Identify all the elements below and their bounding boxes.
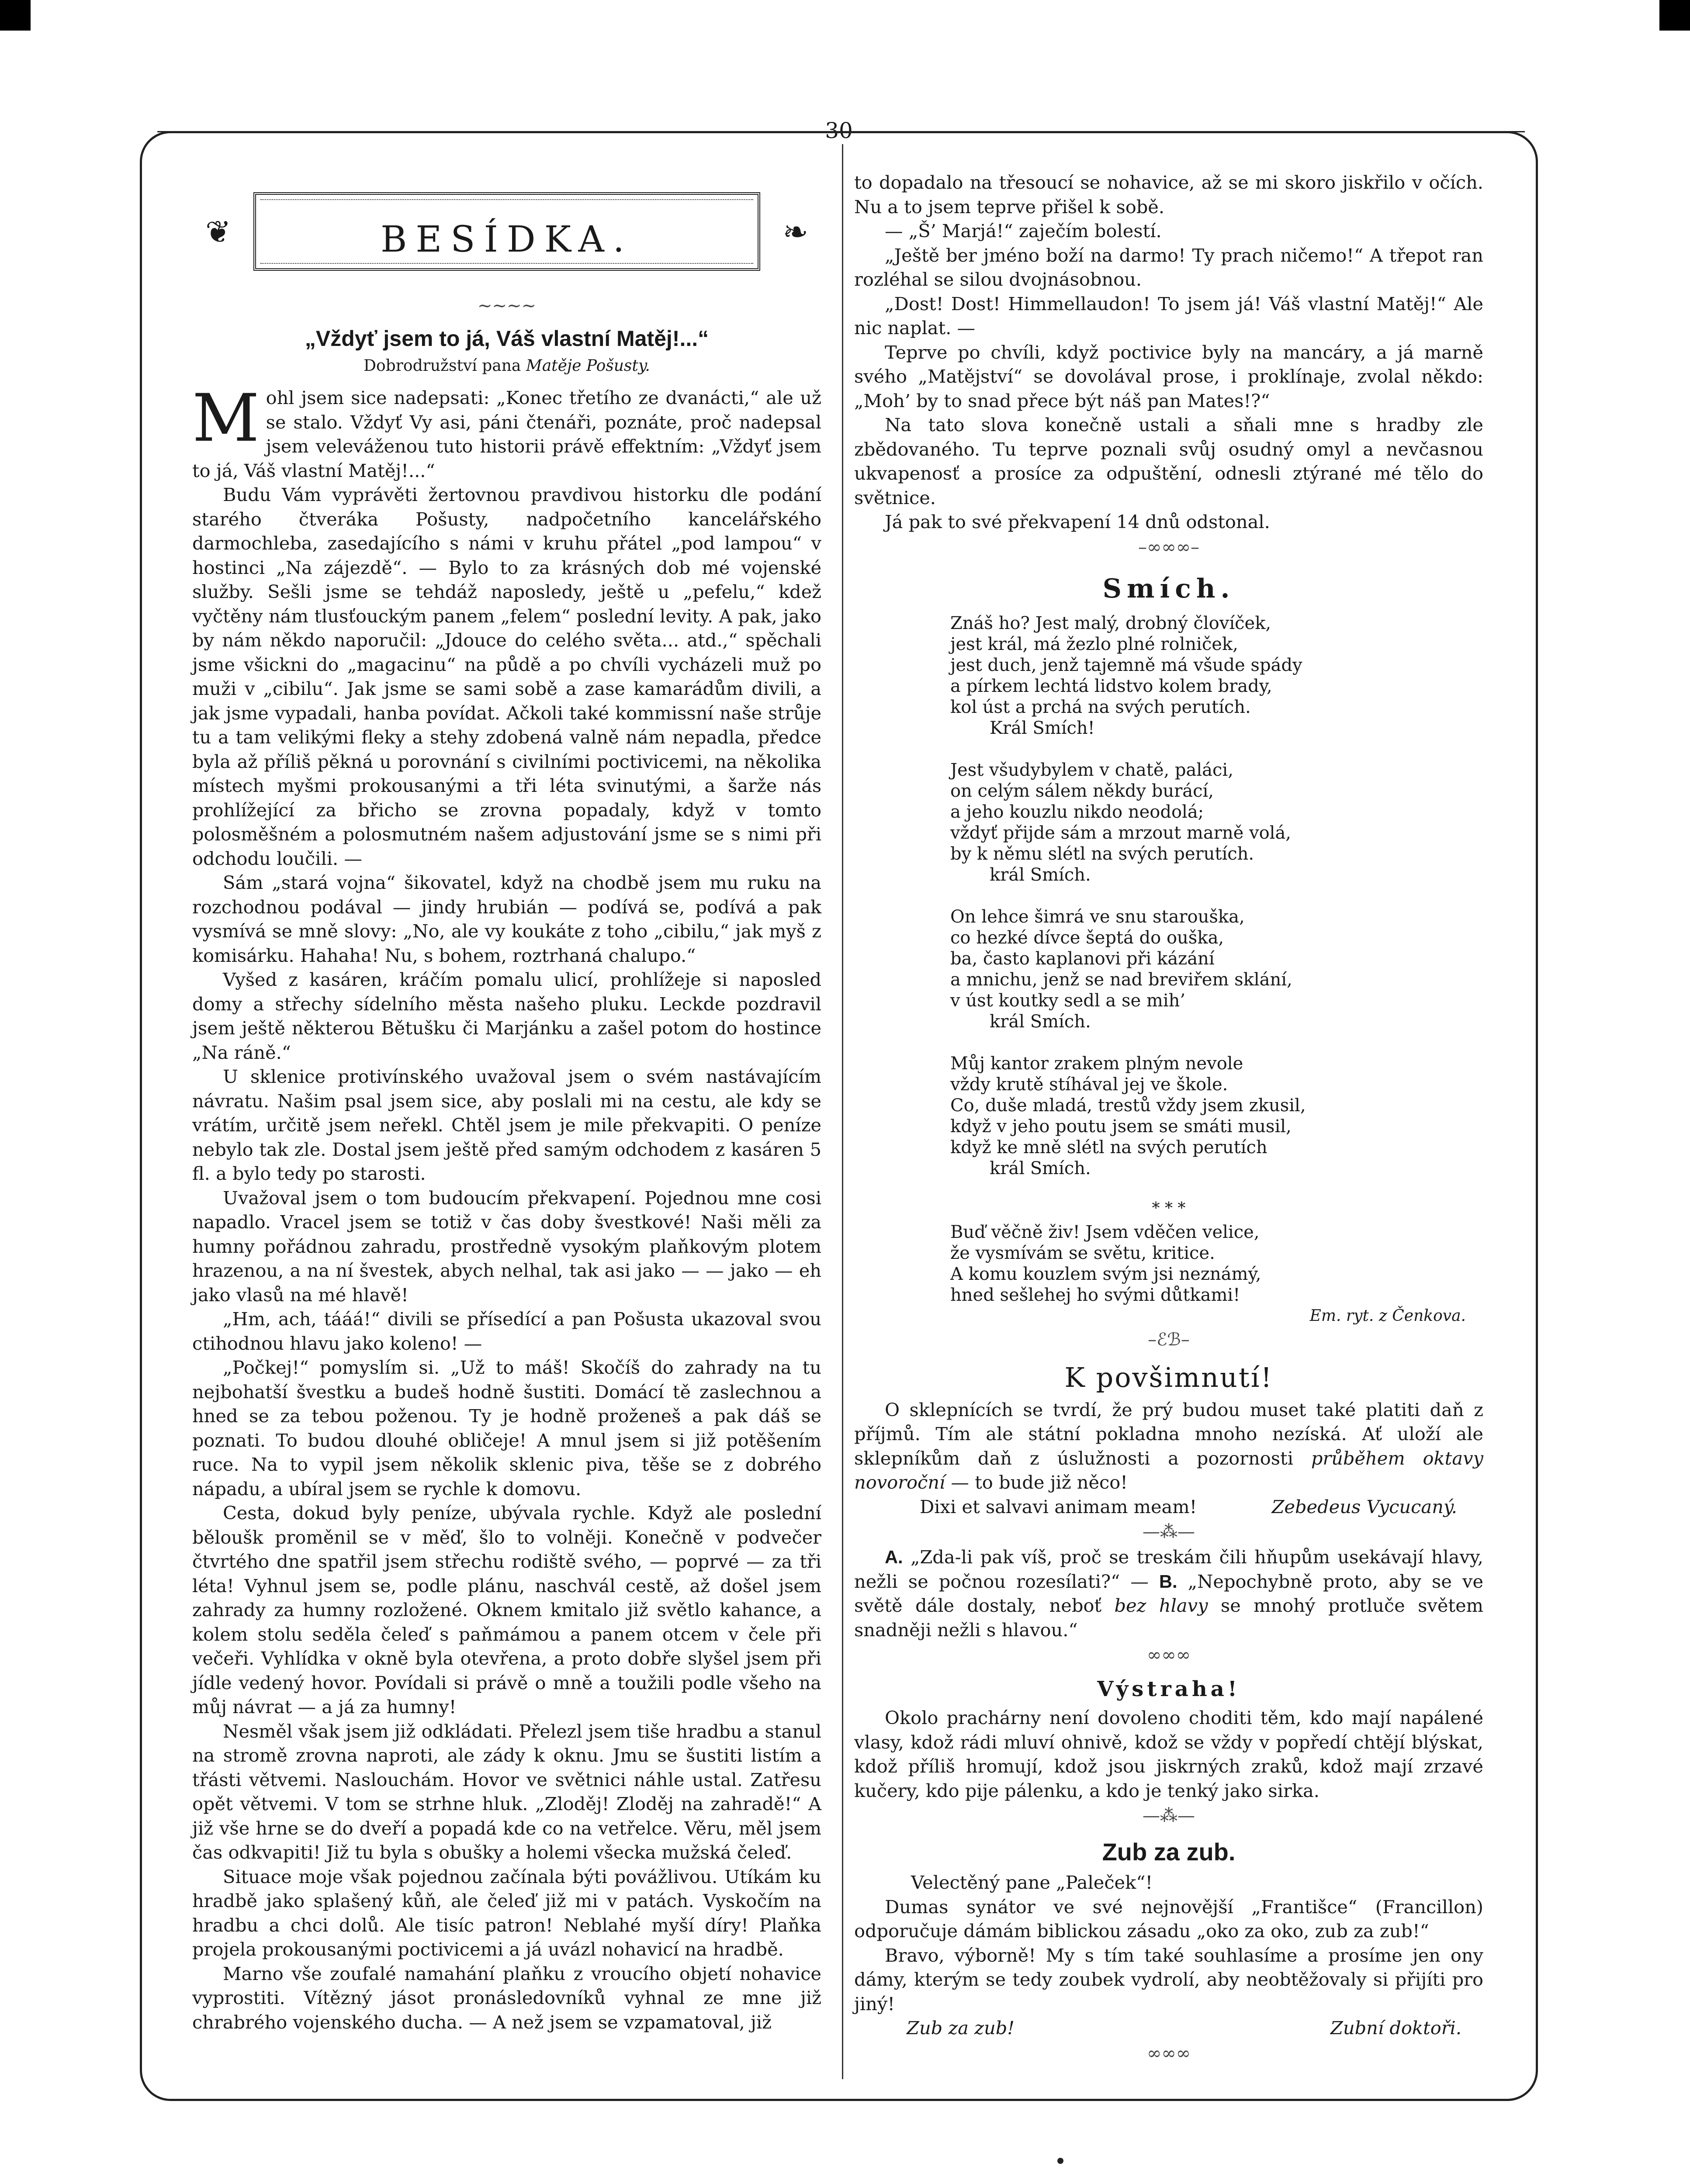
- poem-author: Em. ryt. z Čenkova.: [1309, 1306, 1466, 1325]
- poem: [950, 613, 1483, 1179]
- paragraph: Na tato slova konečně ustali a sňali mne s hradby zle zbědovaného. Tu teprve poznali svůj osudný omyl a nevčasnou ukvapenosť a prosíce za odpuštění, odnesli ztýrané mé tělo do světnice.: [854, 414, 1483, 508]
- poem-stanza: [950, 906, 1483, 1032]
- notice-text-italic: průběhem oktavy novoroční: [854, 1447, 1483, 1493]
- letter-salutation: Velectěný pane „Paleček“!: [911, 1872, 1153, 1893]
- besidka-banner: [192, 183, 821, 280]
- dialog-b-text: se mnohý protluče světem snadněji nežli s hlavou.“: [854, 1595, 1483, 1641]
- paragraph: Vyšed z kasáren, kráčím pomalu ulicí, prohlížeje si naposled domy a střechy sídelního města našeho pluku. Leckde pozdravil jsem ještě některou Bětušku či Marjánku a zašel potom do hostince „Na ráně.“: [192, 969, 821, 1063]
- warning-title: Výstraha!: [1097, 1677, 1240, 1701]
- notice-signature: Zebedeus Vycucaný.: [1271, 1496, 1457, 1517]
- dialog-b-text: „Nepochybně proto, aby se ve světě dále dostaly, neboť: [854, 1570, 1483, 1616]
- left-column: [192, 175, 821, 2034]
- dialog-a-label: A.: [885, 1547, 903, 1567]
- paragraph: — „Š’ Marjá!“ zaječím bolestí.: [885, 220, 1162, 242]
- notice-title: K povšimnutí!: [1064, 1361, 1273, 1393]
- crop-mark-top-right: [1659, 0, 1690, 31]
- poem-line: jest duch, jenž tajemně má všude spády: [950, 655, 1302, 675]
- poem-refrain: král Smích.: [990, 864, 1091, 885]
- poem-line: a jeho kouzlu nikdo neodolá;: [950, 802, 1204, 822]
- paragraph: Sám „stará vojna“ šikovatel, když na chodbě jsem mu ruku na rozchodnou podával — jindy hrubián — podívá se, podívá a pak vysmívá se mně slovy: „No, ale vy koukáte z toho „cibilu,“ jak myš z komisárku. Hahaha! Nu, s bohem, roztrhaná chalupo.“: [192, 872, 821, 966]
- poem-line: ba, často kaplanovi při kázání: [950, 948, 1215, 969]
- small-ornament: ~~~~: [477, 296, 537, 316]
- ornament-left-icon: ❦: [205, 214, 231, 250]
- poem-line: Co, duše mladá, trestů vždy jsem zkusil,: [950, 1095, 1306, 1116]
- article-subtitle-author: Matěje Pošusty.: [526, 357, 650, 375]
- paragraph: „Ještě ber jméno boží na darmo! Ty prach ničemo!“ A třepot ran rozléhal se silou dvojnásobnou.: [854, 244, 1483, 290]
- paragraph: Já pak to své překvapení 14 dnů odstonal.: [885, 511, 1270, 532]
- dialog-b-italic: bez hlavy: [1114, 1595, 1208, 1616]
- drop-cap: M: [192, 380, 260, 456]
- paragraph: Nesměl však jsem již odkládati. Přelezl jsem tiše hradbu a stanul na stromě zrovna naproti, ale zády k oknu. Jmu se šustiti listím a třásti větvemi. Naslouchám. Hovor ve světnici náhle ustal. Zatřesu opět větvemi. V tom se strhne hluk. „Zloděj! Zloděj na zahradě!“ A již vše hrne se do dveří a popadá kde co na vetřelce. Věru, měl jsem čas odkvapiti! Již tu byla s obušky a holemi všecka mužská čeleď.: [192, 1720, 821, 1863]
- letter-title: Zub za zub.: [1102, 1838, 1236, 1866]
- poem-title: Smích.: [1102, 573, 1235, 604]
- warning-text: Okolo prachárny není dovoleno choditi těm, kdo mají napálené vlasy, kdož rádi mluví ohnivě, kdož se vždy v popředí chtějí blýskat, kdož příliš hromují, kdož jsou jiskrných zraků, kdož mají zrzavé kučery, kdo pije pálenku, a kdo je tenký jako sirka.: [854, 1707, 1483, 1801]
- paragraph: „Hm, ach, tááá!“ divili se přísedící a pan Pošusta ukazoval svou ctihodnou hlavu jako koleno! —: [192, 1308, 821, 1354]
- column-divider: [842, 144, 843, 2079]
- notice-signature-row: [854, 1495, 1483, 1519]
- poem-line: když ke mně slétl na svých perutích: [950, 1137, 1268, 1158]
- poem-line: kol úst a prchá na svých perutích.: [950, 697, 1251, 717]
- poem-line: vždyť přijde sám a mrzout marně volá,: [950, 822, 1291, 843]
- poem-line: On lehce šimrá ve snu starouška,: [950, 906, 1245, 927]
- section-divider: —⁂—: [1143, 1806, 1195, 1826]
- poem-line: hned sešlehej ho svými důtkami!: [950, 1285, 1240, 1305]
- notice-text: [854, 1398, 1483, 1495]
- poem-line: a pírkem lechtá lidstvo kolem brady,: [950, 676, 1272, 696]
- article-title: „Vždyť jsem to já, Váš vlastní Matěj!...“: [305, 326, 709, 351]
- banner-title: BESÍDKA.: [381, 219, 633, 260]
- poem-refrain: král Smích.: [990, 1158, 1091, 1178]
- poem-refrain: král Smích.: [990, 1011, 1091, 1032]
- poem-line: vždy krutě stíhával jej ve škole.: [950, 1074, 1228, 1095]
- section-divider: ∞∞∞: [1147, 2043, 1191, 2063]
- paragraph: Marno vše zoufalé namahání plaňku z vroucího objetí nohavice vyprostiti. Vítězný jásot pronásledovníků vyhnal ze mne již chrabrého vojenského ducha. — A než jsem se vzpamatoval, již: [192, 1963, 821, 2033]
- crop-mark-top-left: [0, 0, 31, 31]
- article-body-left: [192, 380, 821, 2034]
- poem-line: Můj kantor zrakem plným nevole: [950, 1053, 1243, 1074]
- paragraph: U sklenice protivínského uvažoval jsem o svém nastávajícím návratu. Našim psal jsem sice, aby poslali mi na cestu, ale kdy se vrátím, určitě jsem neřekl. Chtěl jsem je mile překvapiti. O peníze nebylo tak zle. Dostal jsem ještě před samým odchodem z kasáren 5 fl. a bylo tedy po starosti.: [192, 1066, 821, 1184]
- dialog-text: [854, 1545, 1483, 1642]
- poem-line: co hezké dívce šeptá do ouška,: [950, 927, 1224, 948]
- paragraph: „Počkej!“ pomyslím si. „Už to máš! Skočíš do zahrady na tu nejbohatší švestku a budeš hodně šustiti. Domácí tě zaslechnou a hned se za tebou poženou. Ty je hodně proženeš a pak dáš se poznati. To budou dlouhé obličeje! A mnul jsem si již potěšením ruce. Na to vypil jsem několik sklenic piva, těše se z dobrého nápadu, a ubíral jsem se rychle k domovu.: [192, 1357, 821, 1500]
- letter-text: Bravo, výborně! My s tím také souhlasíme a prosíme jen ony dámy, kterým se tedy zoubek vydrolí, aby neobtěžovaly si přijíti pro jiný!: [854, 1944, 1483, 2015]
- section-divider: ∞∞∞: [1147, 1645, 1191, 1665]
- poem-stanza: [950, 1053, 1483, 1179]
- article-subtitle-plain: Dobrodružství pana: [364, 357, 526, 375]
- poem-asterisks: * * *: [1152, 1199, 1186, 1217]
- section-divider: —⁂—: [1143, 1522, 1195, 1542]
- poem-stanza: [950, 613, 1483, 739]
- poem-line: Jest všudybylem v chatě, paláci,: [950, 760, 1233, 780]
- letter-text: Dumas synátor ve své nejnovější „Františce“ (Francillon) odporučuje dámám biblickou zásadu „oko za oko, zub za zub!“: [854, 1896, 1483, 1942]
- poem-line: Buď věčně živ! Jsem vděčen velice,: [950, 1222, 1260, 1242]
- dialog-b-label: B.: [1159, 1571, 1177, 1592]
- paragraph: Situace moje však pojednou začínala býti povážlivou. Utíkám ku hradbě jako splašený kůň, ale čeleď již mi v patách. Vyskočím na hradbu a chci dolů. Ale tisíc patron! Neblahé myší díry! Plaňka projela prokousanými poctivicemi a já uvázl nohavicí na hradbě.: [192, 1866, 821, 1960]
- poem-line: když v jeho poutu jsem se smáti musil,: [950, 1116, 1292, 1137]
- poem-line: on celým sálem někdy burácí,: [950, 781, 1214, 801]
- ornament-right-icon: ❧: [783, 214, 808, 250]
- dialog-a-text: „Zda-li pak víš, proč se treskám čili hňupům usekávají hlavy, nežli se počnou rozesílati?“ —: [854, 1546, 1483, 1592]
- letter-signature: Zubní doktoři.: [1330, 2017, 1461, 2039]
- page-dot: [1057, 2158, 1063, 2164]
- page-number: 30: [825, 118, 853, 143]
- poem-line: v úst koutky sedl a se mih’: [950, 990, 1186, 1011]
- poem-stanza: [950, 760, 1483, 885]
- poem-line: by k němu slétl na svých perutích.: [950, 843, 1254, 864]
- paragraph: Cesta, dokud byly peníze, ubývala rychle. Když ale poslední běloušk proměnil se v měď, šlo to volněji. Konečně v podvečer čtvrtého dne spatřil jsem střechu rodiště svého, — poprvé — za tři léta! Vyhnul jsem se, podle plánu, naschvál cestě, až došel jsem zahrady za humny rozložené. Oknem kmitalo již světlo kahance, a kolem stolu seděla čeleď s paňmámou a panem otcem v čele při večeři. Vyhlídka v okně byla otevřena, a proto dobře slyšel jsem při jídle vedený hovor. Povídali si právě o mně a toužili podle všeho na můj návrat — a já za humny!: [192, 1502, 821, 1717]
- poem-refrain: Král Smích!: [990, 718, 1095, 738]
- notice-text-part: O sklepnících se tvrdí, že prý budou muset také platiti daň z příjmů. Tím ale státní pokladna mnoho nezíská. Ať uloží ale sklepníkům daň z úslužnosti a pozornosti: [854, 1399, 1483, 1469]
- poem-line: a mnichu, jenž se nad breviřem sklání,: [950, 969, 1292, 990]
- notice-closing: Dixi et salvavi animam meam!: [920, 1496, 1197, 1517]
- paragraph: Teprve po chvíli, když poctivice byly na mancáry, a já marně svého „Matějství“ se dovolával prose, i proklínaje, zvolal někdo: „Moh’ by to snad přece být náš pan Mates!?“: [854, 341, 1483, 411]
- paragraph: „Dost! Dost! Himmellaudon! To jsem já! Váš vlastní Matěj!“ Ale nic naplat. —: [854, 293, 1483, 339]
- poem-line: jest král, má žezlo plné rolniček,: [950, 634, 1238, 654]
- section-divider: –ℰℬ–: [1148, 1329, 1190, 1350]
- banner-frame: [253, 192, 760, 271]
- paragraph: Budu Vám vyprávěti žertovnou pravdivou historku dle podání starého čtveráka Pošusty, nadpočetního kancelářského darmochleba, zasedajícího s námi v kruhu přátel „pod lampou“ v hostinci „Na zájezdě“. — Bylo to za krásných dob mé vojenské služby. Sešli jsme se tehdáž naposledy, ještě u „pefelu,“ kdež vyčtěny nám tlusťouckým panem „felem“ poslední levity. A pak, jako by nám někdo naporučil: „Jdouce do celého světa... atd.,“ spěchali jsme všickni do „magacinu“ na půdě a po chvíli vycházeli muž po muži v „cibilu“. Jak jsme se sami sobě a zase kamarádům divili, a jak jsme vypadali, hanba povídat. Ačkoli také kommissní naše strůje tu a tam velikými fleky a stehy zdobená valně nám nepadla, předce byla až příliš pěkná u porovnání s civilními poctivicemi, na několika místech myšmi prokousanými a tři léta svinutými, a šarže nás prohlížející za břicho se zrovna popadaly, když v tomto polosměšném a polosmutném našem adjustování jsme se s nimi při odchodu loučili. —: [192, 484, 821, 869]
- paragraph: Uvažoval jsem o tom budoucím překvapení. Pojednou mne cosi napadlo. Vracel jsem se totiž v čas doby švestkové! Naši měli za humny pořádnou zahradu, prostředně vysokým plaňkovým plotem hrazenou, a na ní švestek, abych nelhal, tak asi jako — — jako — eh jako vlasů na mé hlavě!: [192, 1187, 821, 1306]
- poem-final-stanza: [950, 1222, 1483, 1306]
- poem-line: A komu kouzlem svým jsi neznámý,: [950, 1264, 1261, 1284]
- poem-line: že vysmívám se světu, kritice.: [950, 1243, 1215, 1263]
- paragraph: ohl jsem sice nadepsati: „Konec třetího ze dvanácti,“ ale už se stalo. Vždyť Vy asi, páni čtenáři, poznáte, proč nadepsal jsem veleváženou tuto historii právě effektním: „Vždyť jsem to já, Váš vlastní Matěj!...“: [192, 387, 821, 481]
- article-subtitle: [192, 354, 821, 378]
- section-divider: –∞∞∞–: [1138, 537, 1199, 557]
- paragraph: to dopadalo na třesoucí se nohavice, až se mi skoro jiskřilo v očích. Nu a to jsem teprve přišel k sobě.: [854, 172, 1483, 218]
- right-column: [854, 170, 1483, 2067]
- poem-line: Znáš ho? Jest malý, drobný človíček,: [950, 613, 1271, 633]
- letter-closing: Zub za zub!: [907, 2017, 1015, 2039]
- notice-text-part: — to bude již něco!: [945, 1472, 1128, 1493]
- letter-signature-row: [854, 2016, 1483, 2040]
